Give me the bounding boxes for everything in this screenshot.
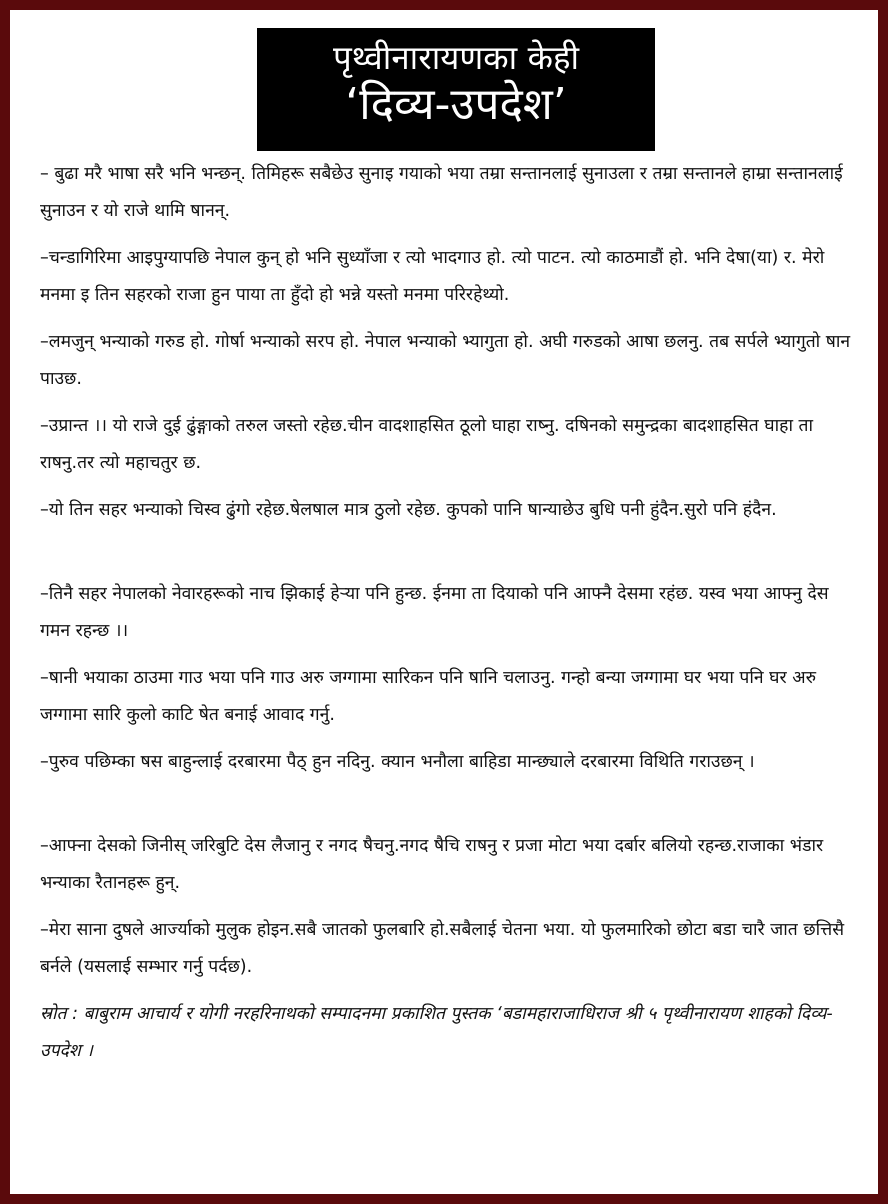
paragraph-7: –षानी भयाका ठाउमा गाउ भया पनि गाउ अरु जग्गामा सारिकन पनि षानि चलाउनु. गन्हो बन्या जग्गामा घर भया पनि घर अरु जग्गामा सारि कुलो काटि षेत बनाई आवाद गर्नु. [40,668,817,725]
title-line-1: पृथ्वीनारायणका केही [332,38,580,77]
paragraph-2: –चन्डागिरिमा आइपुग्यापछि नेपाल कुन् हो भनि सुध्याँजा र त्यो भादगाउ हो. त्यो पाटन. त्यो काठमाडौं हो. भनि देषा(या) र. मेरो मनमा इ तिन सहरको राजा हुन पाया ता हुँदो हो भन्ने यस्तो मनमा परिरहेथ्यो. [40,248,825,305]
paragraph-3: –लमजुन् भन्याको गरुड हो. गोर्षा भन्याको सरप हो. नेपाल भन्याको भ्यागुता हो. अघी गरुडको आषा छलनु. तब सर्पले भ्यागुतो षान पाउछ. [40,332,851,389]
paragraph-5: –यो तिन सहर भन्याको चिस्व ढुंगो रहेछ.षेलषाल मात्र ठुलो रहेछ. कुपको पानि षान्याछेउ बुधि पनी हुंदैन.सुरो पनि हंदैन. [40,500,777,520]
paragraph-10: –मेरा साना दुषले आर्ज्याको मुलुक होइन.सबै जातको फुलबारि हो.सबैलाई चेतना भया. यो फुलमारिको छोटा बडा चारै जात छत्तिसै बर्नले (यसलाई सम्भार गर्नु पर्दछ). [40,920,845,977]
source-citation: स्रोत : बाबुराम आचार्य र योगी नरहरिनाथको सम्पादनमा प्रकाशित पुस्तक ‘बडामहाराजाधिराज श्री ५ पृथ्वीनारायण शाहको दिव्य-उपदेश । [40,1004,833,1061]
title-line-2: ‘दिव्य-उपदेश’ [345,79,567,130]
paragraph-8: –पुरुव पछिम्का षस बाहुन्लाई दरबारमा पैठ् हुन नदिनु. क्यान भनौला बाहिडा मान्छ्याले दरबारमा विथिति गराउछन् । [40,752,755,772]
paragraph-1: – बुढा मरै भाषा सरै भनि भन्छन्. तिमिहरू सबैछेउ सुनाइ गयाको भया तम्रा सन्तानलाई सुनाउला र तम्रा सन्तानले हाम्रा सन्तानलाई सुनाउन र यो राजे थामि षानन्. [40,164,843,221]
article-body [40,156,858,1070]
paragraph-4: –उप्रान्त ।। यो राजे दुई ढुंङ्गाको तरुल जस्तो रहेछ.चीन वादशाहसित ठूलो घाहा राष्नु. दषिनको समुन्द्रका बादशाहसित घाहा ता राषनु.तर त्यो महाचतुर छ. [40,416,814,473]
paragraph-6: –तिनै सहर नेपालको नेवारहरूको नाच झिकाई हेऱ्या पनि हुन्छ. ईनमा ता दियाको पनि आफ्नै देसमा रहंछ. यस्व भया आफ्नु देस गमन रहन्छ ।। [40,584,829,641]
paragraph-9: –आफ्ना देसको जिनीस् जरिबुटि देस लैजानु र नगद षैचनु.नगद षैचि राषनु र प्रजा मोटा भया दर्बार बलियो रहन्छ.राजाका भंडार भन्याका रैतानहरू हुन्. [40,836,824,893]
title-banner [257,28,655,151]
